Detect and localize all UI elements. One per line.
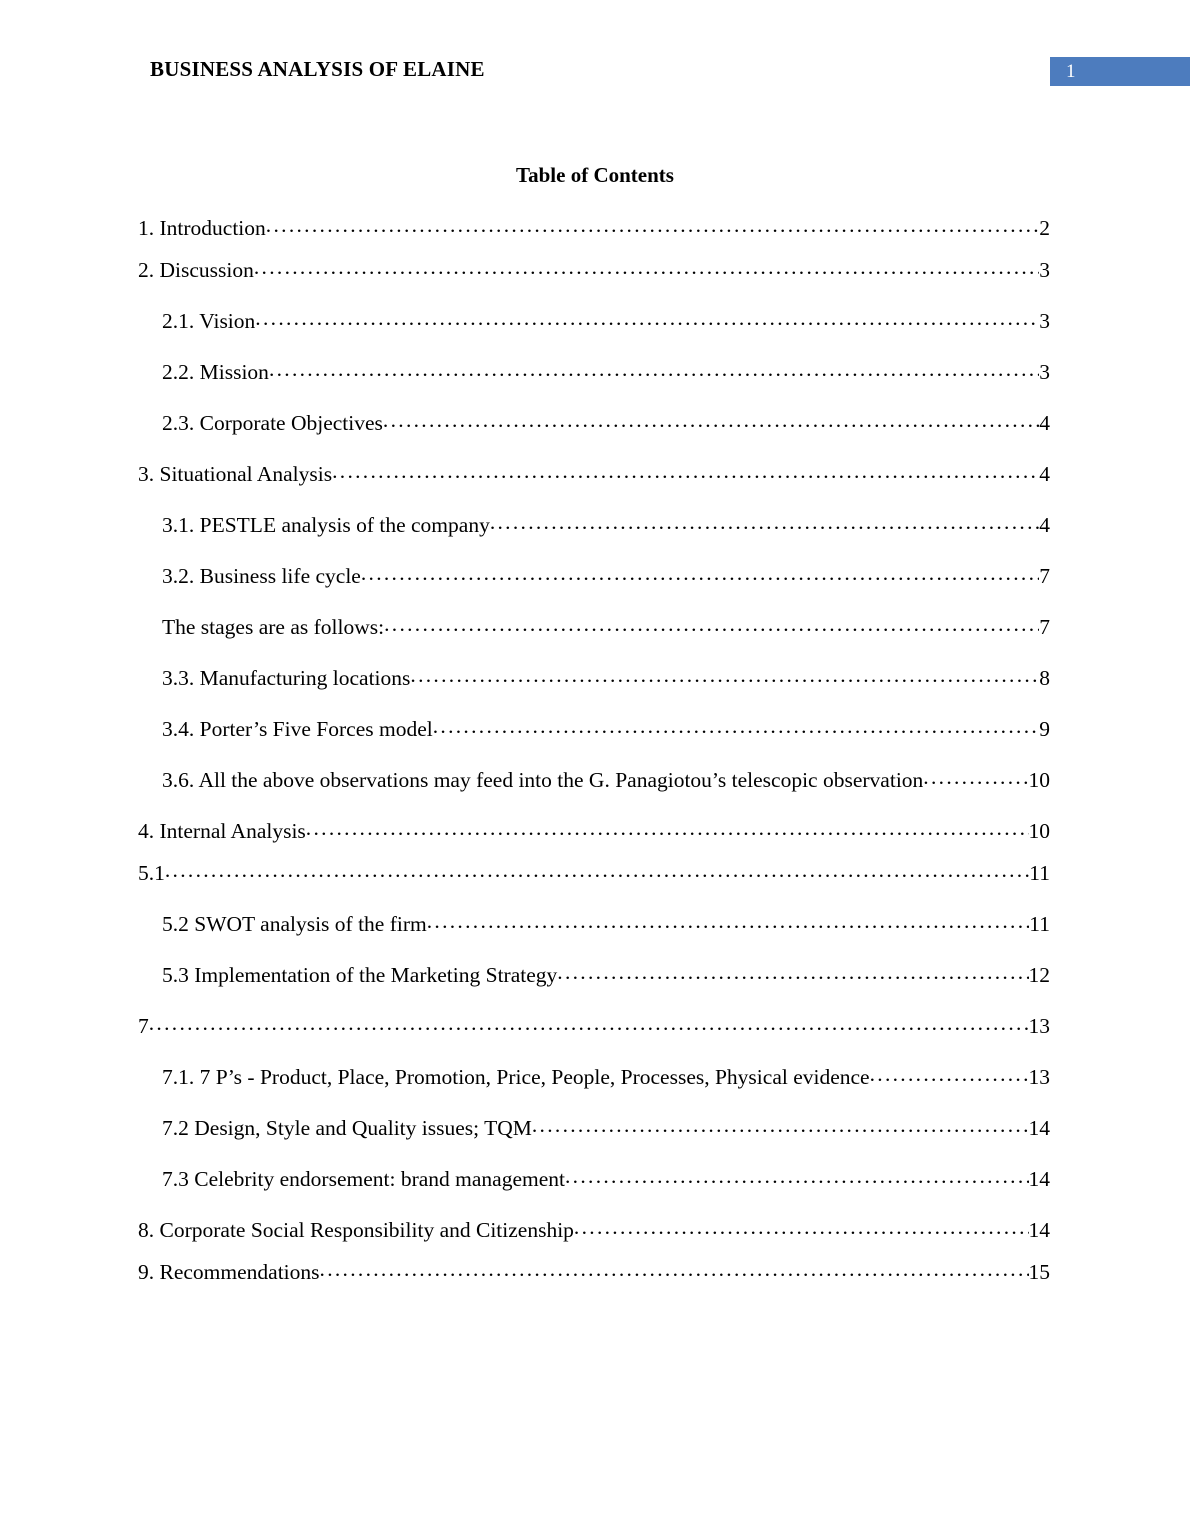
toc-entry[interactable]	[138, 1259, 1050, 1285]
toc-entry[interactable]	[162, 563, 1050, 589]
toc-entry-page-number: 14	[1028, 1167, 1050, 1191]
toc-entry-page-number: 8	[1039, 666, 1050, 690]
toc-entry-page-number: 3	[1039, 309, 1050, 333]
toc-entry[interactable]	[138, 215, 1050, 241]
toc-entry-label: 3. Situational Analysis	[138, 462, 333, 486]
toc-dot-leader	[266, 215, 1039, 235]
toc-entry[interactable]	[138, 461, 1050, 487]
toc-entry-label: 3.2. Business life cycle	[162, 564, 361, 588]
toc-entry-label: 3.4. Porter’s Five Forces model	[162, 717, 433, 741]
toc-entry[interactable]	[138, 818, 1050, 844]
toc-entry-label: 1. Introduction	[138, 216, 266, 240]
toc-entry-page-number: 4	[1039, 513, 1050, 537]
toc-dot-leader	[255, 308, 1039, 328]
toc-entry-label: 7	[138, 1014, 149, 1038]
toc-entry-page-number: 3	[1039, 360, 1050, 384]
toc-entry-page-number: 11	[1029, 861, 1050, 885]
toc-dot-leader	[332, 461, 1039, 481]
toc-entry-page-number: 13	[1028, 1014, 1050, 1038]
toc-entry-page-number: 7	[1039, 564, 1050, 588]
header-title: BUSINESS ANALYSIS OF ELAINE	[150, 57, 485, 81]
toc-entry-page-number: 10	[1028, 768, 1050, 792]
toc-entry-page-number: 7	[1039, 615, 1050, 639]
toc-entry-page-number: 13	[1028, 1065, 1050, 1089]
toc-entry-list	[138, 215, 1050, 1285]
toc-entry[interactable]	[162, 1064, 1050, 1090]
toc-entry[interactable]	[162, 911, 1050, 937]
toc-entry-label: 7.1. 7 P’s - Product, Place, Promotion, Price, People, Processes, Physical evidence	[162, 1065, 870, 1089]
toc-entry-page-number: 9	[1039, 717, 1050, 741]
toc-dot-leader	[254, 257, 1039, 277]
toc-dot-leader	[433, 716, 1040, 736]
toc-dot-leader	[361, 563, 1039, 583]
toc-entry[interactable]	[138, 860, 1050, 886]
toc-dot-leader	[565, 1166, 1029, 1186]
toc-entry-label: 7.2 Design, Style and Quality issues; TQM	[162, 1116, 532, 1140]
toc-entry-label: 3.1. PESTLE analysis of the company	[162, 513, 490, 537]
toc-entry-page-number: 2	[1039, 216, 1050, 240]
toc-entry-label: 8. Corporate Social Responsibility and Citizenship	[138, 1218, 574, 1242]
toc-entry[interactable]	[162, 1115, 1050, 1141]
toc-entry[interactable]	[162, 962, 1050, 988]
toc-entry-label: 2. Discussion	[138, 258, 254, 282]
toc-entry[interactable]	[162, 767, 1050, 793]
toc-heading: Table of Contents	[516, 163, 674, 187]
toc-entry-page-number: 3	[1039, 258, 1050, 282]
toc-entry[interactable]	[162, 308, 1050, 334]
toc-entry[interactable]	[162, 614, 1050, 640]
toc-dot-leader	[532, 1115, 1029, 1135]
toc-entry-page-number: 10	[1028, 819, 1050, 843]
toc-entry-page-number: 14	[1028, 1116, 1050, 1140]
toc-entry[interactable]	[162, 410, 1050, 436]
toc-dot-leader	[923, 767, 1028, 787]
page-number: 1	[1066, 61, 1076, 82]
toc-entry[interactable]	[162, 716, 1050, 742]
toc-dot-leader	[165, 860, 1029, 880]
toc-dot-leader	[870, 1064, 1029, 1084]
toc-entry-label: 7.3 Celebrity endorsement: brand management	[162, 1167, 565, 1191]
toc-entry-label: 3.3. Manufacturing locations	[162, 666, 411, 690]
toc-entry-label: 2.1. Vision	[162, 309, 256, 333]
toc-entry-page-number: 4	[1039, 462, 1050, 486]
toc-entry-page-number: 12	[1028, 963, 1050, 987]
toc-dot-leader	[410, 665, 1039, 685]
toc-entry-page-number: 15	[1028, 1260, 1050, 1284]
toc-entry-label: 2.3. Corporate Objectives	[162, 411, 383, 435]
toc-entry-label: 9. Recommendations	[138, 1260, 320, 1284]
toc-entry-label: 5.3 Implementation of the Marketing Strategy	[162, 963, 558, 987]
toc-entry-label: 5.2 SWOT analysis of the firm	[162, 912, 427, 936]
toc-entry-label: 3.6. All the above observations may feed into the G. Panagiotou’s telescopic observation	[162, 768, 924, 792]
toc-entry-label: 2.2. Mission	[162, 360, 269, 384]
page-header	[0, 0, 1190, 110]
toc-dot-leader	[557, 962, 1028, 982]
toc-dot-leader	[490, 512, 1039, 532]
toc-entry[interactable]	[138, 1013, 1050, 1039]
toc-dot-leader	[320, 1259, 1029, 1279]
toc-entry[interactable]	[138, 1217, 1050, 1243]
toc-dot-leader	[149, 1013, 1029, 1033]
toc-dot-leader	[306, 818, 1029, 838]
toc-dot-leader	[383, 410, 1039, 430]
toc-entry-label: The stages are as follows:	[162, 615, 385, 639]
toc-entry[interactable]	[162, 359, 1050, 385]
toc-entry-page-number: 11	[1029, 912, 1050, 936]
toc-entry[interactable]	[138, 257, 1050, 283]
toc-entry[interactable]	[162, 665, 1050, 691]
toc-dot-leader	[427, 911, 1030, 931]
toc-entry-page-number: 14	[1028, 1218, 1050, 1242]
toc-entry-page-number: 4	[1039, 411, 1050, 435]
toc-dot-leader	[574, 1217, 1029, 1237]
toc-dot-leader	[384, 614, 1039, 634]
toc-entry[interactable]	[162, 1166, 1050, 1192]
toc-entry-label: 4. Internal Analysis	[138, 819, 306, 843]
toc-dot-leader	[269, 359, 1039, 379]
toc-entry[interactable]	[162, 512, 1050, 538]
page-number-badge	[1050, 57, 1190, 86]
toc-entry-label: 5.1	[138, 861, 165, 885]
